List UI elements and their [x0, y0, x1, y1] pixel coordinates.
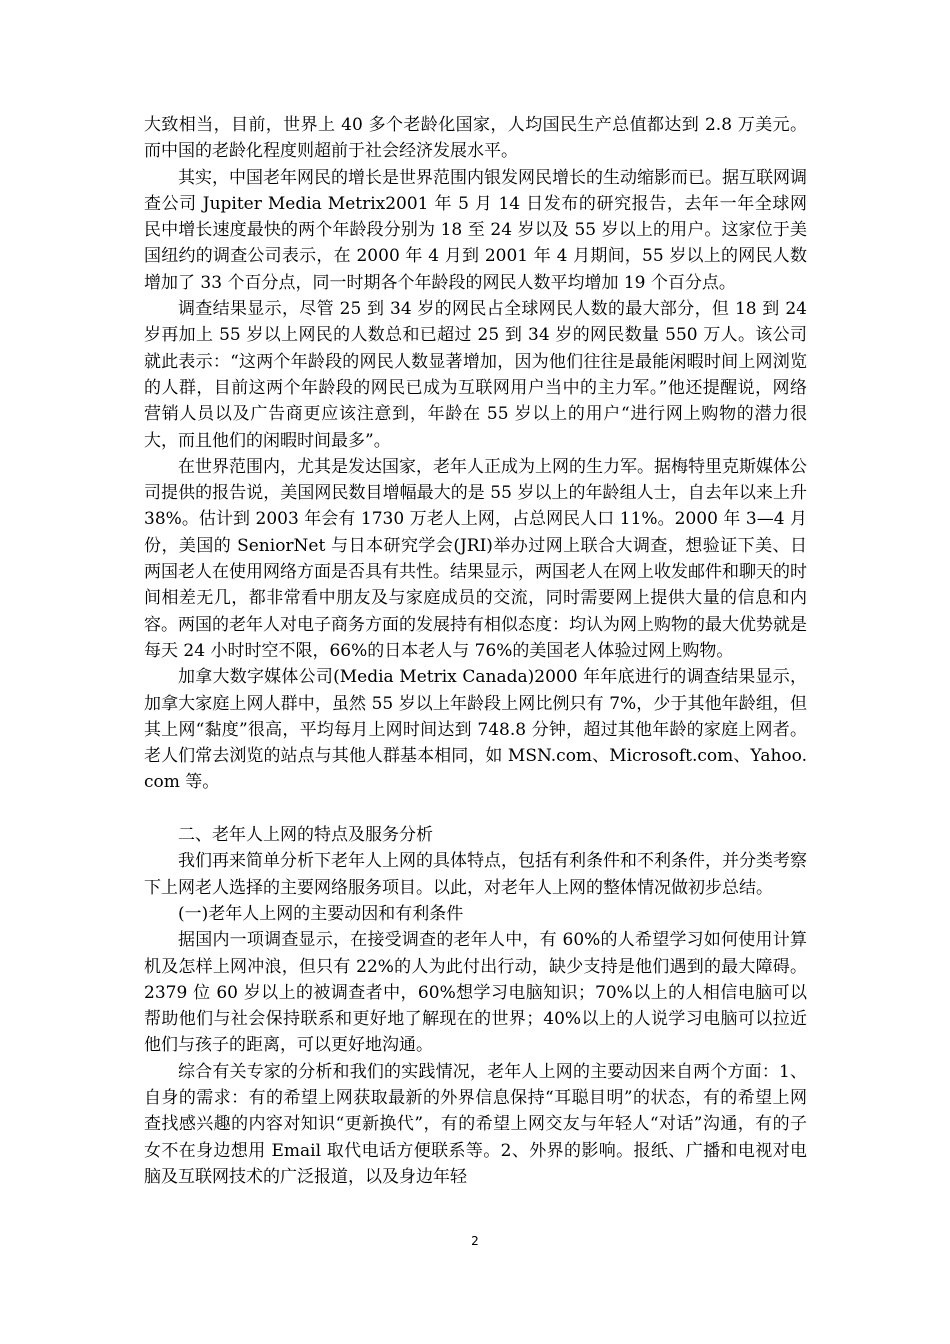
paragraph-section-intro: 我们再来简单分析下老年人上网的具体特点，包括有利条件和不利条件，并分类考察下上网老人选择的主要网络服务项目。以此，对老年人上网的整体情况做初步总结。: [144, 851, 807, 898]
section-heading: 二、老年人上网的特点及服务分析: [178, 825, 433, 846]
paragraph-jupiter-report: 其实，中国老年网民的增长是世界范围内银发网民增长的生动缩影而已。据互联网调查公司 Jupiter Media Metrix2001 年 5 月 14 日发布的研究报告，去年一年全球网民中增长速度最快的两个年龄段分别为 18 至 24 岁以及 55 岁以上的用户。这家位于美国纽约的调查公司表示，在 2000 年 4 月到 2001 年 4 月期间，55 岁以上的网民人数增加了 33 个百分点，同一时期各个年龄段的网民人数平均增加 19 个百分点。: [144, 167, 807, 293]
subsection-heading: (一)老年人上网的主要动因和有利条件: [178, 903, 464, 924]
document-body: [144, 112, 807, 1190]
paragraph-survey-results: 调查结果显示，尽管 25 到 34 岁的网民占全球网民人数的最大部分，但 18 到 24 岁再加上 55 岁以上网民的人数总和已超过 25 到 34 岁的网民数量 550 万人。该公司就此表示：“这两个年龄段的网民人数显著增加，因为他们往往是最能闲暇时间上网浏览的人群，目前这两个年龄段的网民已成为互联网用户当中的主力军。”他还提醒说，网络营销人员以及广告商更应该注意到，年龄在 55 岁以上的用户“进行网上购物的潜力很大，而且他们的闲暇时间最多”。: [144, 299, 807, 451]
blank-line: [144, 796, 807, 822]
paragraph-canada-survey: 加拿大数字媒体公司(Media Metrix Canada)2000 年年底进行的调查结果显示，加拿大家庭上网人群中，虽然 55 岁以上年龄段上网比例只有 7%，少于其他年龄组，但其上网“黏度”很高，平均每月上网时间达到 748.8 分钟，超过其他年龄的家庭上网者。老人们常去浏览的站点与其他人群基本相同，如 MSN.com、Microsoft.com、Yahoo.com 等。: [144, 667, 807, 793]
page-number: 2: [471, 1234, 479, 1248]
paragraph-motivations: 综合有关专家的分析和我们的实践情况，老年人上网的主要动因来自两个方面：1、自身的需求：有的希望上网获取最新的外界信息保持“耳聪目明”的状态，有的希望上网查找感兴趣的内容对知识“更新换代”，有的希望上网交友与年轻人“对话”沟通，有的子女不在身边想用 Email 取代电话方便联系等。2、外界的影响。报纸、广播和电视对电脑及互联网技术的广泛报道，以及身边年轻: [144, 1061, 807, 1187]
paragraph-domestic-survey: 据国内一项调查显示，在接受调查的老年人中，有 60%的人希望学习如何使用计算机及怎样上网冲浪，但只有 22%的人为此付出行动，缺少支持是他们遇到的最大障碍。2379 位 60 岁以上的被调查者中，60%想学习电脑知识；70%以上的人相信电脑可以帮助他们与社会保持联系和更好地了解现在的世界；40%以上的人说学习电脑可以拉近他们与孩子的距离，可以更好地沟通。: [144, 930, 807, 1056]
paragraph-world-scope: 在世界范围内，尤其是发达国家，老年人正成为上网的生力军。据梅特里克斯媒体公司提供的报告说，美国网民数目增幅最大的是 55 岁以上的年龄组人士，自去年以来上升 38%。估计到 2003 年会有 1730 万老人上网，占总网民人口 11%。2000 年 3—4 月份，美国的 SeniorNet 与日本研究学会(JRI)举办过网上联合大调查，想验证下美、日两国老人在使用网络方面是否具有共性。结果显示，两国老人在网上收发邮件和聊天的时间相差无几，都非常看中朋友及与家庭成员的交流，同时需要网上提供大量的信息和内容。两国的老年人对电子商务方面的发展持有相似态度：均认为网上购物的最大优势就是每天 24 小时时空不限，66%的日本老人与 76%的美国老人体验过网上购物。: [144, 456, 807, 661]
paragraph-continued: 大致相当，目前，世界上 40 多个老龄化国家，人均国民生产总值都达到 2.8 万美元。而中国的老龄化程度则超前于社会经济发展水平。: [144, 115, 807, 162]
